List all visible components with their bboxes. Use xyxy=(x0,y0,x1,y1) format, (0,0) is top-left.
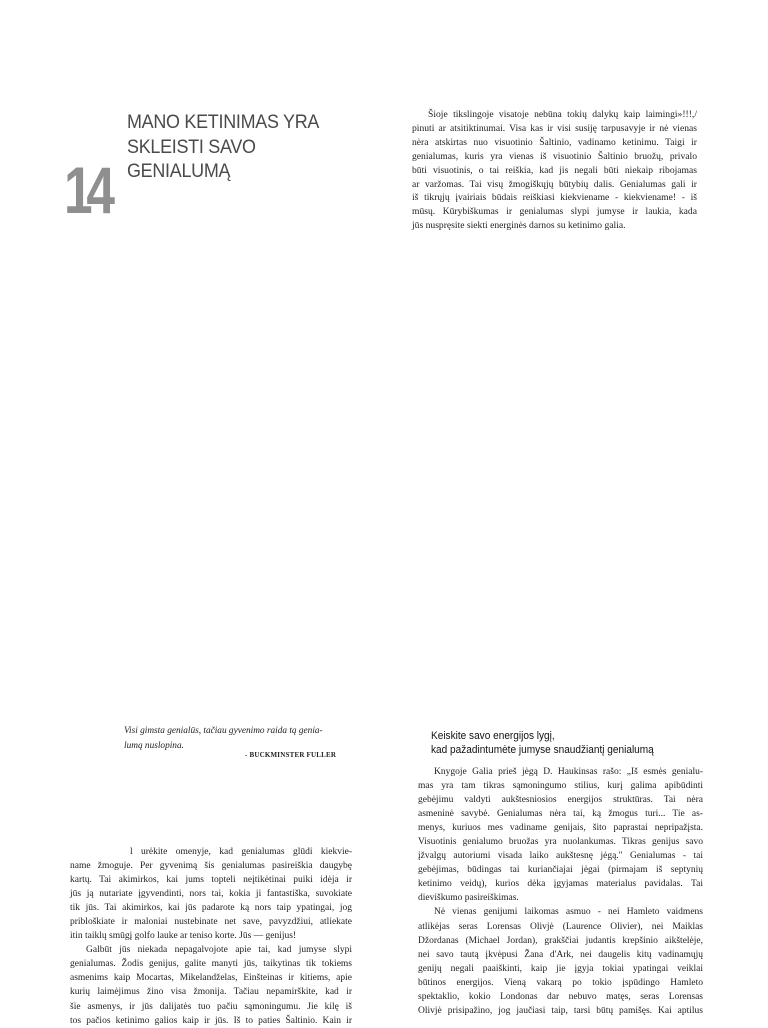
section-heading-line: Keiskite savo energijos lygį, xyxy=(431,730,555,742)
body-line: genialumas. Žodis genijus, galite manyti jūs, taikytinas tik tokiems xyxy=(70,959,352,970)
body-line: itin taiklų smūgį golfo lauke ar teniso korte. Jūs — genijus! xyxy=(70,931,297,942)
epigraph-line: Visi gimsta genialūs, tačiau gyvenimo raida tą genia- xyxy=(124,726,323,736)
intro-line: iš tikrųjų įvairiais būdais reiškiasi kiekviename - kiekviename! - iš xyxy=(412,192,697,204)
right-body-text xyxy=(418,765,703,1018)
intro-line: genialumas, kuris yra vienas iš visuotinio Šaltinio bruožų, privalo xyxy=(412,150,697,162)
body-line: name žmoguje. Per gyvenimą šis genialumas pasireiškia daugybę xyxy=(70,861,352,872)
intro-line: pinuti ar atsitiktinumai. Visa kas ir visi susiję tarpusavyje ir nė vienas xyxy=(412,122,697,134)
body-line: asmenims kaip Mocartas, Mikelandželas, Einšteinas ir kitiems, apie xyxy=(70,973,352,984)
chapter-title xyxy=(127,110,339,184)
body-line: spektaklio, kokio Londonas dar nebuvo matęs, seras Lorensas xyxy=(418,991,703,1002)
body-line: ketinimo veidų), kurios dėka įgyjamas materialus pavidalas. Tai xyxy=(418,879,703,890)
chapter-number: 14 xyxy=(64,153,109,227)
body-line: gebėjimas, būdingas tai kuriančiajai jėgai (pirmajam iš septynių xyxy=(418,865,703,876)
body-line: genijų negali paaiškinti, kaip jie įgyja tokiai ypatingai veiklai xyxy=(418,963,703,974)
epigraph-quote xyxy=(124,724,350,753)
chapter-title-line: MANO KETINIMAS YRA xyxy=(127,111,320,133)
body-line: Džordanas (Michael Jordan), grakščiai judantis krepšinio aikštelėje, xyxy=(418,935,703,946)
body-line: Visuotinis genialumo bruožas yra nuolankumas. Tikras genijus savo xyxy=(418,837,703,848)
intro-line: jūs nuspręsite siekti energinės darnos su ketinimo galia. xyxy=(412,220,626,232)
epigraph-author: - BUCKMINSTER FULLER xyxy=(245,751,337,759)
intro-paragraph xyxy=(412,108,697,233)
body-line: Galbūt jūs niekada nepagalvojote apie tai, kad jumyse slypi xyxy=(86,945,352,956)
intro-line: būti visuotinis, o tai reiškia, kad jis negali būti niekaip ribojamas xyxy=(412,164,697,176)
body-line: gebėjimu valdyti aukštesniosios energijos struktūras. Tai nėra xyxy=(418,795,703,806)
chapter-title-line: SKLEISTI SAVO xyxy=(127,135,256,158)
intro-line: ar varžomas. Tai visų žmogiškųjų būtybių dalis. Genialumas gali ir xyxy=(412,178,697,190)
body-line: Knygoje Galia prieš jėgą D. Haukinsas rašo: „Iš esmės genialu- xyxy=(434,767,703,777)
body-line: tik jūs. Tai akimirkos, kai jūs padarote ką nors taip ypatingai, jog xyxy=(70,903,352,914)
body-line: nei savo tautą įkvėpusi Žana d'Ark, nei daugelis kitų vadinamųjų xyxy=(418,949,703,960)
body-line: asmeninė savybė. Genialumas nėra tai, ką žmogus turi... Tie as- xyxy=(418,809,703,820)
body-line: Nė vienas genijumi laikomas asmuo - nei Hamleto vaidmens xyxy=(434,907,703,918)
body-line: kurių laimėjimus žino visa žmonija. Tačiau nepamirškite, kad ir xyxy=(70,987,352,998)
intro-line: mūsų. Kūrybiškumas ir genialumas slypi jumyse ir laukia, kada xyxy=(412,206,697,218)
body-line: jūs ją nutariate įgyvendinti, nors tai, kokia ji fantastiška, suvokiate xyxy=(70,889,352,900)
body-line: kartų. Tai akimirkos, kai jums topteli neįtikėtinai puiki idėja ir xyxy=(70,875,352,886)
body-line: dieviškumo pasireiškimas. xyxy=(418,893,519,904)
section-heading-line: kad pažadintumėte jumyse snaudžiantį genialumą xyxy=(431,744,654,756)
body-line: atlikėjas seras Lorensas Olivjė (Laurence Olivier), nei Maiklas xyxy=(418,921,703,932)
body-line: tos pačios ketinimo galios kaip ir jūs. Iš to paties Šaltinio. Kain ir xyxy=(70,1015,352,1026)
intro-line: Šioje tikslingoje visatoje nebūna tokių dalykų kaip laimingi»!!!,/ xyxy=(428,109,697,120)
body-line: l urėkite omenyje, kad genialumas glūdi kiekvie- xyxy=(130,847,352,857)
section-heading xyxy=(431,729,701,757)
left-body-text xyxy=(70,845,352,1028)
body-line: būtinos energijos. Vieną vakarą po tokio įspūdingo Hamleto xyxy=(418,977,703,988)
body-line: menys, kuriuos mes vadiname genijais, šito paprastai nepripažįsta. xyxy=(418,823,703,834)
body-line: Olivjė prisipažino, jog jaučiasi taip, tarsi būtų pamišęs. Kai aptilus xyxy=(418,1005,703,1016)
body-line: mas yra tam tikras sąmoningumo stilius, kurį galima apibūdinti xyxy=(418,781,703,792)
body-line: šie asmenys, ir jūs dalijatės tuo pačiu sąmoningumu. Jie kilę iš xyxy=(70,1001,352,1012)
intro-line: nėra atskirtas nuo visuotinio Šaltinio, vadinamo ketinimu. Taigi ir xyxy=(412,136,697,148)
body-line: pribloškiate ir maloniai nustebinate net save, pavyzdžiui, atliekate xyxy=(70,917,352,928)
body-line: įžvalgų autoriumi visada laiko aukštesnę jėgą." Genialumas - tai xyxy=(418,851,703,862)
epigraph-line: lumą nuslopina. xyxy=(124,740,184,751)
chapter-title-line: GENIALUMĄ xyxy=(127,160,231,182)
